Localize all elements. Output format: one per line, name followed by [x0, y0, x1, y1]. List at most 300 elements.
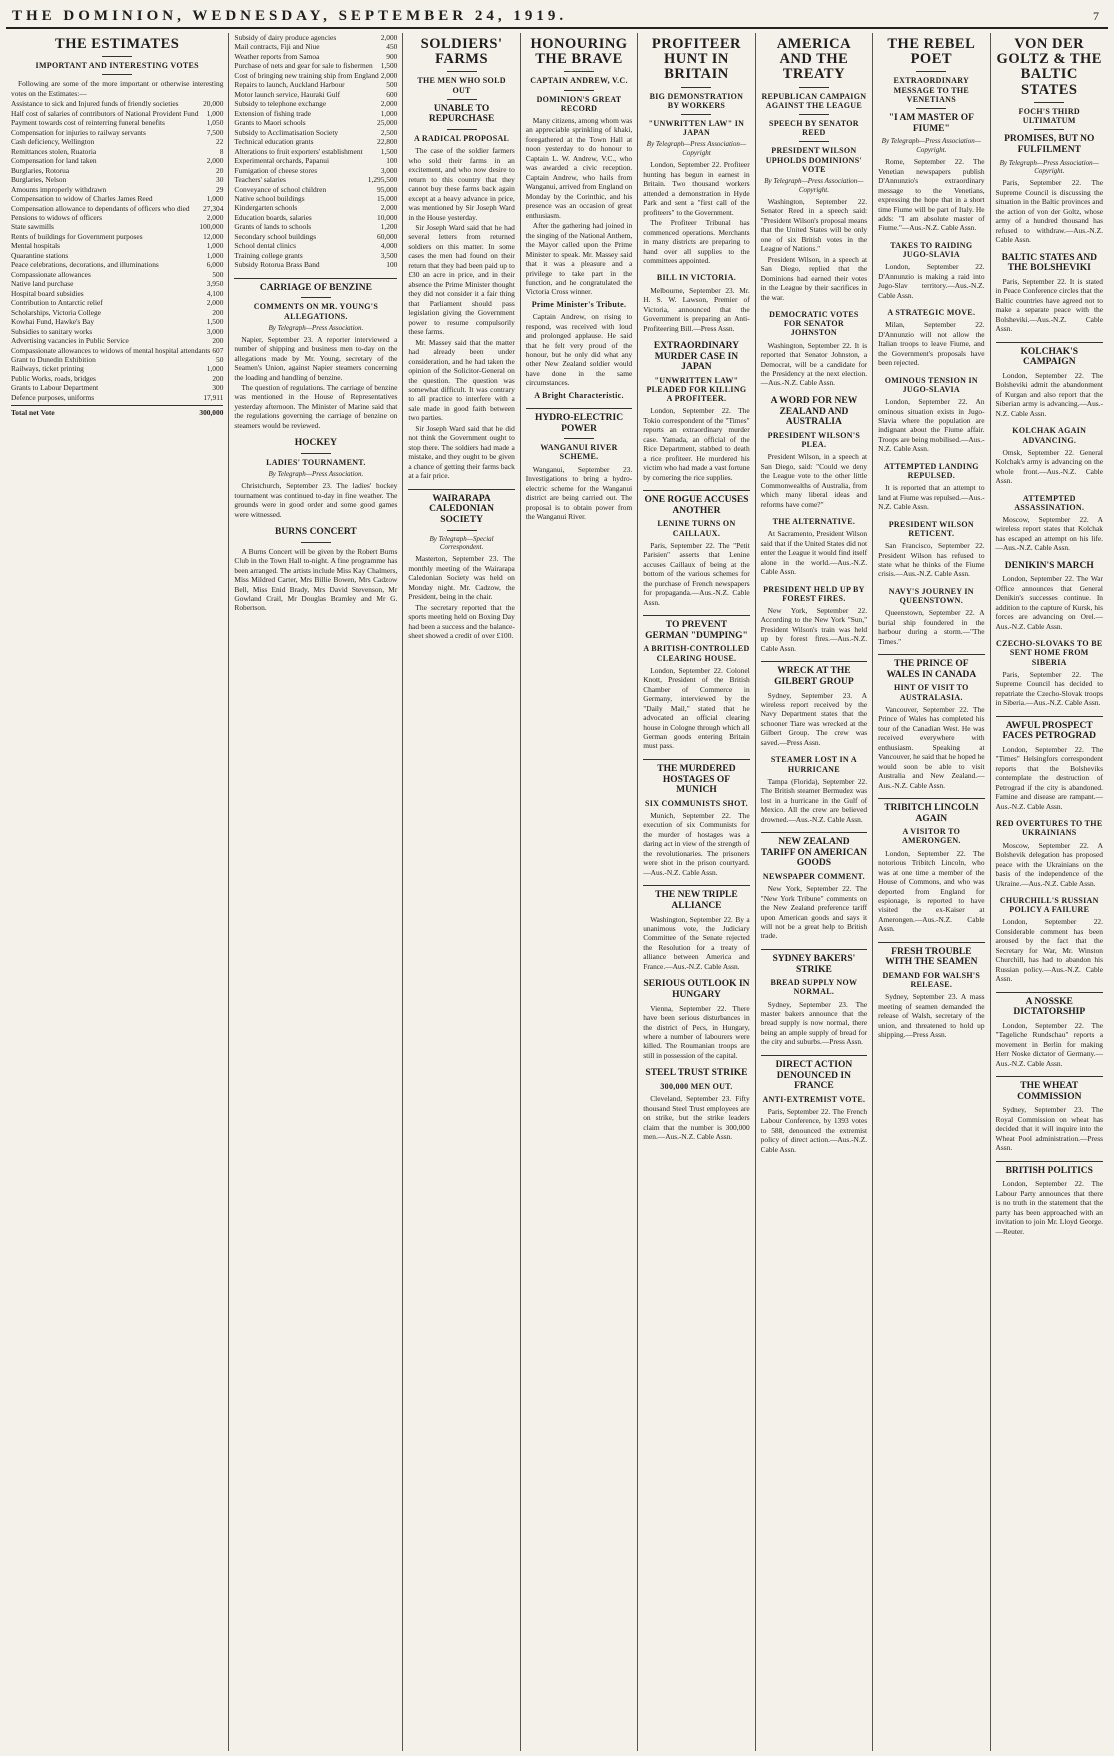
ledger-item-amount: 22,800: [377, 137, 398, 147]
ledger-item-label: Weather reports from Samoa: [234, 51, 320, 61]
ledger-row: [234, 213, 397, 222]
ledger-row: [11, 99, 223, 108]
headline: EXTRAORDINARY MURDER CASE IN JAPAN: [653, 341, 740, 373]
ledger-row: [11, 241, 223, 250]
ledger-item-amount: 200: [212, 307, 224, 317]
column-2: [229, 33, 403, 1751]
estimates-ledger-continued: [234, 33, 397, 270]
ledger-row: [234, 185, 397, 194]
article-kolchak: [996, 347, 1103, 419]
article-rogue: [643, 495, 749, 607]
subheadline: PRESIDENT WILSON'S PLEA.: [767, 430, 861, 449]
ledger-item-label: Compensation to widow of Charles James Reed: [11, 194, 153, 204]
ledger-item-label: Subsidy Rotorua Brass Band: [234, 260, 320, 270]
ledger-row: [11, 327, 223, 336]
ledger-row: [11, 374, 223, 383]
subheadline: WANGANUI RIVER SCHEME.: [540, 443, 618, 462]
ledger-item-amount: 2,000: [380, 203, 398, 213]
paragraph: Sir Joseph Ward said that he did not think the Government ought to stop there. The soldiers had made a mistake, and they ought to be given a chance of getting their farms back at a fair price.: [408, 423, 515, 481]
headline: THE ESTIMATES: [55, 36, 180, 52]
ledger-row: [234, 241, 397, 250]
ledger-row: [234, 203, 397, 212]
ledger-row: [234, 52, 397, 61]
paragraph: London, September 22. D'Annunzio is making a raid into Jugo-Slav territory.—Aus.-N.Z. Cable Assn.: [878, 262, 985, 300]
ledger-row: [234, 99, 397, 108]
byline: By Telegraph—Press Association—Copyright: [646, 140, 747, 158]
columns: [6, 33, 1108, 1751]
paragraph: Paris, September 22. The French Labour Conference, by 1393 votes to 588, denounced the extremist policy of direct action.—Aus.-N.Z. Cable Assn.: [760, 1106, 868, 1154]
headline: DENIKIN'S MARCH: [1004, 560, 1094, 571]
paragraph: Rome, September 22. The Venetian newspapers publish D'Annunzio's extraordinary message to the Venetians, expressing the hope that in a short time Fiume will be part of Italy. He adds: "I am absolute master of Fiume."—Aus.-N.Z. Cable Assn.: [878, 157, 985, 233]
ledger-item-amount: 20: [216, 165, 224, 175]
ledger-row: [11, 156, 223, 165]
ledger-item-amount: 2,500: [380, 127, 398, 137]
paragraph: Mr. Massey said that the matter had already been under consideration, and he had taken the opinion of the Solicitor-General on the question. The question was somewhat difficult. It was contrary to all practice to interfere with a sale made in good faith between two parties.: [408, 337, 515, 423]
ledger-row: [11, 289, 223, 298]
article-tribitch: [878, 803, 984, 934]
ledger-row: [11, 393, 223, 402]
paragraph: San Francisco, September 22. President Wilson has refused to state what he thinks of the Fiume crisis.—Aus.-N.Z. Cable Assn.: [878, 541, 985, 579]
ledger-item-label: Scholarships, Victoria College: [11, 307, 101, 317]
ledger-item-amount: 4,000: [380, 241, 398, 251]
paragraph: The question of regulations. The carriage of benzine was mentioned in the House of Representatives yesterday afternoon. The Minister of Marine said that the regulations governing the carriage of benzine on steamers would be reviewed.: [234, 383, 398, 430]
paragraph: Moscow, September 22. A Bolshevik delegation has proposed peace with the Ukrainians on the basis of the independence of the Ukraine.—Aus.-N.Z. Cable Assn.: [995, 840, 1103, 888]
paragraph: London, September 22. The War Office announces that General Denikin's successes continue. In addition to the capture of Kursk, his forces are advancing on Orel.—Aus.-N.Z. Cable Assn.: [995, 574, 1103, 631]
paragraph: President Wilson, in a speech at San Diego, replied that the Dominions had earned their votes in the League by their sacrifices in the war.: [760, 254, 868, 302]
ledger-item-label: Burglaries, Rotorua: [11, 165, 70, 175]
ledger-item-amount: 20,000: [203, 99, 224, 109]
paragraph: London, September 22. Colonel Knott, President of the British Chamber of Commerce in Germany, interviewed by the "Daily Mail," stated that he advocated an official clearing house in Cologne through which all German goods entering Britain must pass.: [643, 665, 750, 751]
article-prince-wales: [878, 659, 984, 790]
ledger-row: [234, 33, 397, 42]
subheadline: HINT OF VISIT TO AUSTRALASIA.: [893, 683, 969, 702]
page-number: 7: [1093, 9, 1102, 23]
ledger-item-amount: 1,050: [206, 118, 224, 128]
ledger-item-label: Secondary school buildings: [234, 231, 317, 241]
ledger-row: [234, 251, 397, 260]
ledger-item-label: School dental clinics: [234, 241, 296, 251]
article-seamen: [878, 947, 984, 1040]
subheadline: A VISITOR TO AMERONGEN.: [901, 827, 961, 846]
ledger-item-amount: 12,000: [203, 231, 224, 241]
article-alternative: [761, 517, 867, 577]
ledger-item-amount: 300: [212, 383, 224, 393]
ledger-row: [11, 137, 223, 146]
column-6: [756, 33, 873, 1751]
paragraph: The Profiteer Tribunal has commenced operations. Merchants in many districts are preparing to hand over all supplies to the committees appointed.: [643, 218, 750, 265]
paragraph: At Sacramento, President Wilson said that if the United States did not enter the League it would find itself alone in the world.—Aus.-N.Z. Cable Assn.: [760, 529, 868, 577]
article-british-politics: [996, 1166, 1103, 1236]
paragraph: Sydney, September 23. A mass meeting of seamen demanded the release of Walsh, secretary of the union, and threatened to hold up shipping.—Press Assn.: [878, 992, 985, 1040]
ledger-item-label: Training college grants: [234, 250, 303, 260]
headline: A STRATEGIC MOVE.: [887, 308, 976, 318]
ledger-item-label: Teachers' salaries: [234, 175, 286, 185]
ledger-item-amount: 1,500: [206, 317, 224, 327]
article-red-overtures: [996, 819, 1103, 888]
ledger-item-label: Remittances stolen, Ruatoria: [11, 146, 97, 156]
ledger-item-label: Peace celebrations, decorations, and illuminations: [11, 260, 159, 270]
article-johnston: [761, 310, 867, 388]
ledger-item-label: Subsidies to sanitary works: [11, 326, 93, 336]
paragraph: Sydney, September 23. A wireless report received by the Navy Department states that the schooner Tiare was wrecked at the Gilbert Group. The crew was saved.—Press Assn.: [760, 690, 868, 747]
ledger-row: [11, 308, 223, 317]
ledger-item-label: Experimental orchards, Papanui: [234, 156, 330, 166]
paragraph: London, September 22. The Bolsheviki admit the abandonment of Kurgan and also report that the Siberian army is advancing.—Aus.-N.Z. Cable Assn.: [995, 371, 1103, 418]
article-hockey: [234, 438, 397, 519]
headline: TAKES TO RAIDING JUGO-SLAVIA: [890, 240, 973, 260]
article-japan-murder: [643, 341, 749, 482]
subheadline: LENINE TURNS ON CAILLAUX.: [657, 519, 736, 538]
subheadline-3: A RADICAL PROPOSAL: [413, 134, 510, 144]
ledger-item-label: Mail contracts, Fiji and Niue: [234, 42, 320, 52]
article-rebel-poet: [878, 37, 984, 233]
paragraph: Christchurch, September 23. The ladies' hockey tournament was continued to-day in fine weather. The grounds were in good order and some good games were witnessed.: [234, 481, 398, 519]
ledger-item-amount: 10,000: [377, 212, 398, 222]
headline: PRESIDENT HELD UP BY FOREST FIRES.: [763, 584, 865, 603]
ledger-item-label: Fumigation of cheese stores: [234, 165, 318, 175]
subheadline: BIG DEMONSTRATION BY WORKERS: [649, 91, 744, 110]
article-carriage-benzine: [234, 283, 397, 431]
ledger-item-amount: 3,500: [380, 250, 398, 260]
paragraph: Cleveland, September 23. Fifty thousand Steel Trust employees are on strike, but the strike leaders claim that the number is 300,000 men.—Aus.-N.Z. Cable Assn.: [643, 1094, 750, 1142]
subheadline: EXTRAORDINARY MESSAGE TO THE VENETIANS: [893, 76, 970, 104]
ledger-item-label: Payment towards cost of reinterring funeral benefits: [11, 118, 165, 128]
headline: HOCKEY: [294, 438, 337, 449]
headline: A WORD FOR NEW ZEALAND AND AUSTRALIA: [770, 395, 858, 428]
ledger-item-amount: 450: [386, 42, 398, 52]
ledger-row: [11, 147, 223, 156]
ledger-row: [11, 364, 223, 373]
ledger-row: [11, 118, 223, 127]
ledger-item-amount: 1,000: [206, 194, 224, 204]
ledger-item-label: Cash deficiency, Wellington: [11, 137, 95, 147]
article-estimates: [11, 37, 223, 418]
headline: CARRIAGE OF BENZINE: [259, 282, 372, 293]
ledger-item-amount: 100: [386, 156, 398, 166]
headline: THE NEW TRIPLE ALLIANCE: [655, 890, 738, 911]
article-assassination: [996, 494, 1103, 553]
ledger-item-amount: 2,000: [206, 212, 224, 222]
ledger-item-amount: 3,000: [206, 326, 224, 336]
ledger-item-amount: 1,000: [206, 364, 224, 374]
headline: KOLCHAK AGAIN ADVANCING.: [1012, 426, 1087, 445]
ledger-item-label: Burglaries, Nelson: [11, 175, 67, 185]
ledger-row: [234, 80, 397, 89]
ledger-row: [11, 279, 223, 288]
ledger-row: [234, 128, 397, 137]
paragraph: London, September 22. The notorious Tribitch Lincoln, who was at one time a member of the House of Commons, and who was deported from England for espionage, is reported to have visited the ex-Kaiser at Amerongen.—Aus.-N.Z. Cable Assn.: [878, 848, 985, 934]
article-direct-action: [761, 1060, 867, 1154]
ledger-item-amount: 29: [216, 184, 224, 194]
ledger-row: [11, 185, 223, 194]
headline: PROFITEER HUNT IN BRITAIN: [651, 36, 741, 83]
ledger-item-amount: 100,000: [199, 222, 224, 232]
headline: SERIOUS OUTLOOK IN HUNGARY: [643, 979, 750, 1000]
ledger-item-label: Contribution to Antarctic relief: [11, 298, 103, 308]
ledger-item-label: Subsidy to telephone exchange: [234, 99, 327, 109]
ledger-item-label: Grants of lands to schools: [234, 222, 312, 232]
article-steel-strike: [643, 1068, 749, 1141]
headline: STEEL TRUST STRIKE: [645, 1068, 748, 1079]
ledger-item-amount: 50: [216, 355, 224, 364]
ledger-item-amount: 1,200: [380, 222, 398, 232]
headline: PRESIDENT WILSON RETICENT.: [888, 519, 974, 538]
paragraph: Tampa (Florida), September 22. The British steamer Bermudez was lost in a hurricane in the Gulf of Mexico. All the crew are believed drowned.—Aus.-N.Z. Cable Assn.: [760, 776, 868, 824]
ledger-row: [234, 90, 397, 99]
paragraph: Paris, September 22. It is stated in Peace Conference circles that the Baltic countries have agreed not to make a separate peace with the Bolsheviki.—Aus.-N.Z. Cable Assn.: [995, 276, 1103, 334]
subheadline: SIX COMMUNISTS SHOT.: [644, 798, 748, 808]
headline: STEAMER LOST IN A HURRICANE: [770, 755, 857, 774]
article-profiteer: [643, 37, 749, 265]
ledger-item-label: Compensation for land taken: [11, 156, 97, 166]
paragraph: London, September 22. The "Times" Helsingfors correspondent reports that the Bolsheviks contemplate the destruction of Petrograd if the city is abandoned. Famine and disease are rampant.—Aus.-N.Z. Cable Assn.: [995, 744, 1103, 811]
paragraph: Washington, September 22. It is reported that Senator Johnston, a Democrat, will be a candidate for the Presidency at the next election.—Aus.-N.Z. Cable Assn.: [760, 340, 868, 388]
paragraph: Washington, September 22. Senator Reed in a speech said: "President Wilson's proposal means that the United States will be only one of six British votes in the League of Nations.": [760, 196, 868, 254]
column-5: [638, 33, 755, 1751]
ledger-row: [11, 204, 223, 213]
headline: THE PRINCE OF WALES IN CANADA: [886, 659, 977, 680]
ledger-row: [11, 175, 223, 184]
ledger-row: [11, 222, 223, 231]
ledger-item-amount: 27,304: [203, 203, 224, 213]
paragraph: New York, September 22. According to the New York "Sun," President Wilson's train was held up by forest fires.—Aus.-N.Z. Cable Assn.: [760, 605, 868, 653]
ledger-row: [11, 317, 223, 326]
subheadline: 300,000 MEN OUT.: [660, 1082, 733, 1092]
ledger-row: [11, 128, 223, 137]
ledger-row: [234, 61, 397, 70]
paragraph: Queenstown, September 22. A burial ship foundered in the harbour during a storm.—"The Times.": [878, 608, 985, 646]
ledger-item-amount: 2,000: [380, 70, 398, 80]
paragraph: London, September 22. The Labour Party announces that there is no truth in the statement that the party has been approached with an invitation to join Mr. Lloyd George.—Reuter.: [995, 1179, 1103, 1236]
ledger-row: [234, 260, 397, 269]
headline: A NOSSKE DICTATORSHIP: [1013, 996, 1086, 1018]
byline: By Telegraph—Press Association.: [268, 323, 364, 332]
article-von-der-goltz: [996, 37, 1103, 245]
ledger-item-label: Grants to Maori schools: [234, 118, 306, 128]
total-row: [11, 405, 223, 417]
ledger-row: [234, 156, 397, 165]
ledger-item-label: Alterations to fruit exporters' establishment: [234, 146, 363, 156]
headline: TRIBITCH LINCOLN AGAIN: [884, 803, 979, 824]
ledger-item-label: Defence purposes, uniforms: [11, 392, 95, 402]
subheadline: ANTI-EXTREMIST VOTE.: [762, 1094, 866, 1104]
column-4: [521, 33, 638, 1751]
ledger-item-amount: 1,295,500: [367, 175, 398, 185]
ledger-item-label: Extension of fishing trade: [234, 108, 311, 118]
column-8: [991, 33, 1108, 1751]
headline: ATTEMPTED LANDING REPULSED.: [883, 461, 979, 481]
article-hurricane: [761, 755, 867, 824]
headline: ATTEMPTED ASSASSINATION.: [1014, 493, 1085, 512]
paragraph: Omsk, September 22. General Kolchak's army is advancing on the whole front.—Aus.-N.Z. Cable Assn.: [995, 447, 1103, 486]
ledger-item-amount: 2,000: [206, 298, 224, 308]
ledger-item-label: Compensation for injuries to railway servants: [11, 127, 146, 137]
paragraph: Moscow, September 22. A wireless report states that Kolchak has escaped an attempt on his life.—Aus.-N.Z. Cable Assn.: [995, 514, 1103, 553]
ledger-item-amount: 500: [212, 269, 224, 279]
paragraph: President Wilson, in a speech at San Diego, said: "Could we deny the League vote to the other little Commonwealths of Australia, from which many liberal ideas and reforms have come?": [760, 452, 868, 509]
headline: BURNS CONCERT: [275, 527, 357, 537]
subheadline: "UNWRITTEN LAW" PLEADED FOR KILLING A PROFITEER.: [646, 375, 747, 404]
ledger-item-amount: 1,000: [206, 250, 224, 260]
ledger-item-amount: 2,000: [380, 33, 398, 42]
article-triple-alliance: [643, 890, 749, 971]
ledger-row: [234, 109, 397, 118]
subheadline: A BRITISH-CONTROLLED CLEARING HOUSE.: [643, 644, 750, 663]
article-sydney-bakers: [761, 954, 867, 1047]
ledger-item-label: Advertising vacancies in Public Service: [11, 336, 129, 346]
ledger-item-amount: 3,950: [206, 279, 224, 289]
ledger-item-label: Half cost of salaries of contributors of National Provident Fund: [11, 108, 199, 118]
paragraph: Wanganui, September 23. Investigations to bring a hydro-electric scheme for the Wanganui district are being carried out. The proposal is to obtain power from the Wanganui River.: [525, 464, 633, 521]
ledger-item-amount: 100: [386, 260, 398, 270]
subheadline: BREAD SUPPLY NOW NORMAL.: [770, 978, 858, 997]
headline: AMERICA AND THE TREATY: [776, 36, 852, 83]
article-nz-tariff: [761, 837, 867, 941]
ledger-row: [11, 109, 223, 118]
headline: RED OVERTURES TO THE UKRAINIANS: [996, 819, 1103, 838]
article-czecho-slovaks: [996, 639, 1103, 707]
ledger-item-amount: 1,500: [380, 146, 398, 156]
byline: By Telegraph—Special Correspondent.: [429, 534, 494, 552]
ledger-item-label: Motor launch service, Hauraki Gulf: [234, 89, 341, 99]
ledger-item-label: Grant to Dunedin Exhibition: [11, 355, 96, 364]
headline: BALTIC STATES AND THE BOLSHEVIKI: [1001, 252, 1097, 274]
headline: WAIRARAPA CALEDONIAN SOCIETY: [429, 493, 495, 525]
headline: BRITISH POLITICS: [1005, 1165, 1093, 1176]
ledger-item-amount: 15,000: [377, 193, 398, 203]
ledger-item-amount: 8: [219, 146, 224, 156]
article-denikin: [996, 561, 1103, 631]
ledger-item-amount: 200: [212, 373, 224, 383]
ledger-row: [234, 194, 397, 203]
subheadline: THE MEN WHO SOLD OUT: [417, 76, 506, 95]
ledger-item-label: Grants to Labour Department: [11, 383, 99, 393]
subheadline-3: PRESIDENT WILSON UPHOLDS DOMINIONS' VOTE: [765, 146, 863, 174]
paragraph: Milan, September 22. D'Annunzio will not allow the Italian troops to leave Fiume, and the Government's proposals have been rejected.: [878, 320, 985, 368]
paragraph: Many citizens, among whom was an appreciable sprinkling of khaki, foregathered at the Town Hall at noon yesterday to do honour to Captain L. W. Andrew, V.C., who was awarded a civic reception. Captain Andrew, who hails from Wanganui, arrived from England on Monday by the Corinthic, and his presence was an occasion of great enthusiasm.: [525, 116, 633, 220]
ledger-row: [11, 336, 223, 345]
subheadline-2: DOMINION'S GREAT RECORD: [536, 94, 622, 113]
headline: HYDRO-ELECTRIC POWER: [534, 413, 624, 434]
article-landing-repulsed: [878, 462, 984, 512]
headline: CZECHO-SLOVAKS TO BE SENT HOME FROM SIBERIA: [996, 639, 1103, 667]
ledger-item-label: Cost of bringing new training ship from England: [234, 70, 379, 80]
ledger-row: [11, 260, 223, 269]
masthead: [6, 6, 1108, 29]
article-churchill: [996, 896, 1103, 984]
ledger-item-label: Technical education grants: [234, 137, 314, 147]
ledger-item-amount: 3,000: [380, 165, 398, 175]
headline: ONE ROGUE ACCUSES ANOTHER: [644, 495, 749, 516]
subheadline: COMMENTS ON MR. YOUNG'S ALLEGATIONS.: [253, 302, 379, 321]
paragraph: Paris, September 22. The Supreme Council has decided to repatriate the Czecho-Slovak troops in Siberia.—Aus.-N.Z. Cable Assn.: [995, 669, 1103, 708]
ledger-row: [234, 71, 397, 80]
paragraph: London, September 22. Considerable comment has been aroused by the fact that the Secretary for War, Mr. Winston Churchill, has had to abandon his Russian policy.—Aus.-N.Z. Cable Assn.: [995, 917, 1103, 984]
ledger-item-label: Native land purchase: [11, 279, 74, 289]
paragraph: Captain Andrew, on rising to respond, was received with loud and prolonged applause. He said that he felt very proud of the honour, but he only did what any other New Zealand soldier would have done in the same circumstances.: [525, 312, 633, 388]
article-gilbert-group: [761, 666, 867, 747]
ledger-item-amount: 900: [386, 51, 398, 61]
article-navy: [878, 587, 984, 646]
ledger-item-amount: 2,000: [380, 99, 398, 109]
article-soldiers-farms: [408, 37, 514, 481]
headline: THE REBEL POET: [887, 36, 976, 68]
paragraph: The secretary reported that the sports meeting held on Boxing Day had been a success and the balance-sheet showed a credit of over £100.: [408, 602, 515, 641]
article-wilson-reticent: [878, 520, 984, 579]
ledger-item-amount: 95,000: [377, 184, 398, 194]
ledger-row: [11, 346, 223, 355]
headline: TO PREVENT GERMAN "DUMPING": [645, 620, 748, 641]
section-header: Prime Minister's Tribute.: [531, 299, 627, 309]
paragraph: Vancouver, September 22. The Prince of Wales has completed his tour of the Canadian West. He was received everywhere with enthusiasm. Speaking at Vancouver, he said that he hoped he would soon be able to visit Australia and New Zealand.—Aus.-N.Z. Cable Assn.: [878, 704, 985, 790]
ledger-item-amount: 22: [216, 137, 224, 147]
intro-paragraph: Following are some of the more important or otherwise interesting votes on the Estimates:—: [11, 79, 224, 98]
paragraph: Sydney, September 23. The master bakers announce that the bread supply is now normal, there being an ample supply of bread for the city and suburbs.—Press Assn.: [760, 999, 868, 1047]
subheadline-2: "I AM MASTER OF FIUME": [888, 113, 974, 134]
ledger-item-label: Conveyance of school children: [234, 184, 327, 194]
paragraph: Washington, September 22. By a unanimous vote, the Judiciary Committee of the Senate rejected the Resolution for a treaty of alliance between America and France.—Aus.-N.Z. Cable Assn.: [643, 914, 750, 971]
article-baltic-bolsheviki: [996, 253, 1103, 334]
byline: By Telegraph—Press Association.: [268, 470, 364, 479]
ledger-item-label: Kowhai Fund, Hawke's Bay: [11, 317, 95, 327]
headline: SYDNEY BAKERS' STRIKE: [772, 953, 856, 975]
ledger-item-label: Education boards, salaries: [234, 212, 312, 222]
article-kolchak-advancing: [996, 426, 1103, 485]
article-wheat: [996, 1081, 1103, 1153]
ledger-item-label: State sawmills: [11, 222, 54, 232]
ledger-item-label: Public Works, roads, bridges: [11, 373, 96, 383]
ledger-item-amount: 60,000: [377, 231, 398, 241]
ledger-item-label: Assistance to sick and Injured funds of friendly societies: [11, 99, 179, 109]
headline: CHURCHILL'S RUSSIAN POLICY A FAILURE: [999, 895, 1099, 915]
headline: VON DER GOLTZ & THE BALTIC STATES: [996, 36, 1102, 98]
ledger-item-label: Kindergarten schools: [234, 203, 298, 213]
ledger-item-amount: 1,000: [206, 241, 224, 251]
paragraph: Paris, September 22. The Supreme Council is discussing the situation in the Baltic provinces and the action of von der Goltz, whose army of a hundred thousand has refused to withdraw.—Aus.-N.Z. Cable Assn.: [995, 178, 1103, 245]
article-ominous-tension: [878, 376, 984, 454]
headline: NAVY'S JOURNEY IN QUEENSTOWN.: [888, 586, 974, 606]
ledger-item-label: Hospital board subsidies: [11, 288, 84, 298]
section-header-2: A Bright Characteristic.: [534, 390, 624, 400]
ledger-row: [234, 175, 397, 184]
subheadline: LADIES' TOURNAMENT.: [266, 457, 366, 467]
ledger-row: [234, 166, 397, 175]
ledger-row: [11, 232, 223, 241]
ledger-item-amount: 4,100: [206, 288, 224, 298]
article-petrograd: [996, 721, 1103, 812]
headline: WRECK AT THE GILBERT GROUP: [774, 666, 854, 687]
ledger-item-amount: 17,911: [203, 392, 224, 402]
paragraph: The case of the soldier farmers who sold their farms in an excitement, and who now desire to return to this country that they cannot buy these farms back again except at a heavy advance in price, was mentioned by Sir Joseph Ward in the House yesterday.: [408, 146, 515, 222]
paragraph: Napier, September 23. A reporter interviewed a number of shipping and business men to-day on the allegations made by Mr. Young, secretary of the Seamen's Union, against Napier steamers concerning the loading and handling of benzine.: [234, 334, 398, 382]
ledger-item-label: Subsidy of dairy produce agencies: [234, 33, 337, 42]
paragraph: London, September 22. The Tokio correspondent of the "Times" reports an extraordinary murder case. Yamada, an official of the Rice Department, stabbed to death a rice profiteer. He murdered his victim who had made a vast fortune by cornering the rice supplies.: [643, 406, 750, 482]
article-strategic-move: [878, 308, 984, 368]
paragraph: Sir Joseph Ward said that he had several letters from returned soldiers on this matter. In some cases the men had found on their return that they had been paid up to £30 an acre in price, and in their absence the Prime Minister thought they did not consider it a fair thing that Parliament should pass legislation giving the Government power to resume compulsorily these farms.: [408, 223, 515, 337]
ledger-item-amount: 607: [212, 345, 224, 355]
article-dumping: [643, 620, 749, 751]
subheadline: DEMAND FOR WALSH'S RELEASE.: [882, 971, 981, 990]
byline: By Telegraph—Press Association—Copyright.: [764, 176, 864, 194]
headline: DIRECT ACTION DENOUNCED IN FRANCE: [775, 1059, 853, 1092]
ledger-row: [11, 194, 223, 203]
ledger-item-amount: 1,000: [380, 108, 398, 118]
ledger-item-label: Repairs to launch, Auckland Harbour: [234, 80, 345, 90]
headline: THE WHEAT COMMISSION: [1017, 1081, 1082, 1102]
ledger-row: [234, 147, 397, 156]
ledger-item-amount: 30: [216, 175, 224, 185]
headline: SOLDIERS' FARMS: [420, 36, 503, 68]
